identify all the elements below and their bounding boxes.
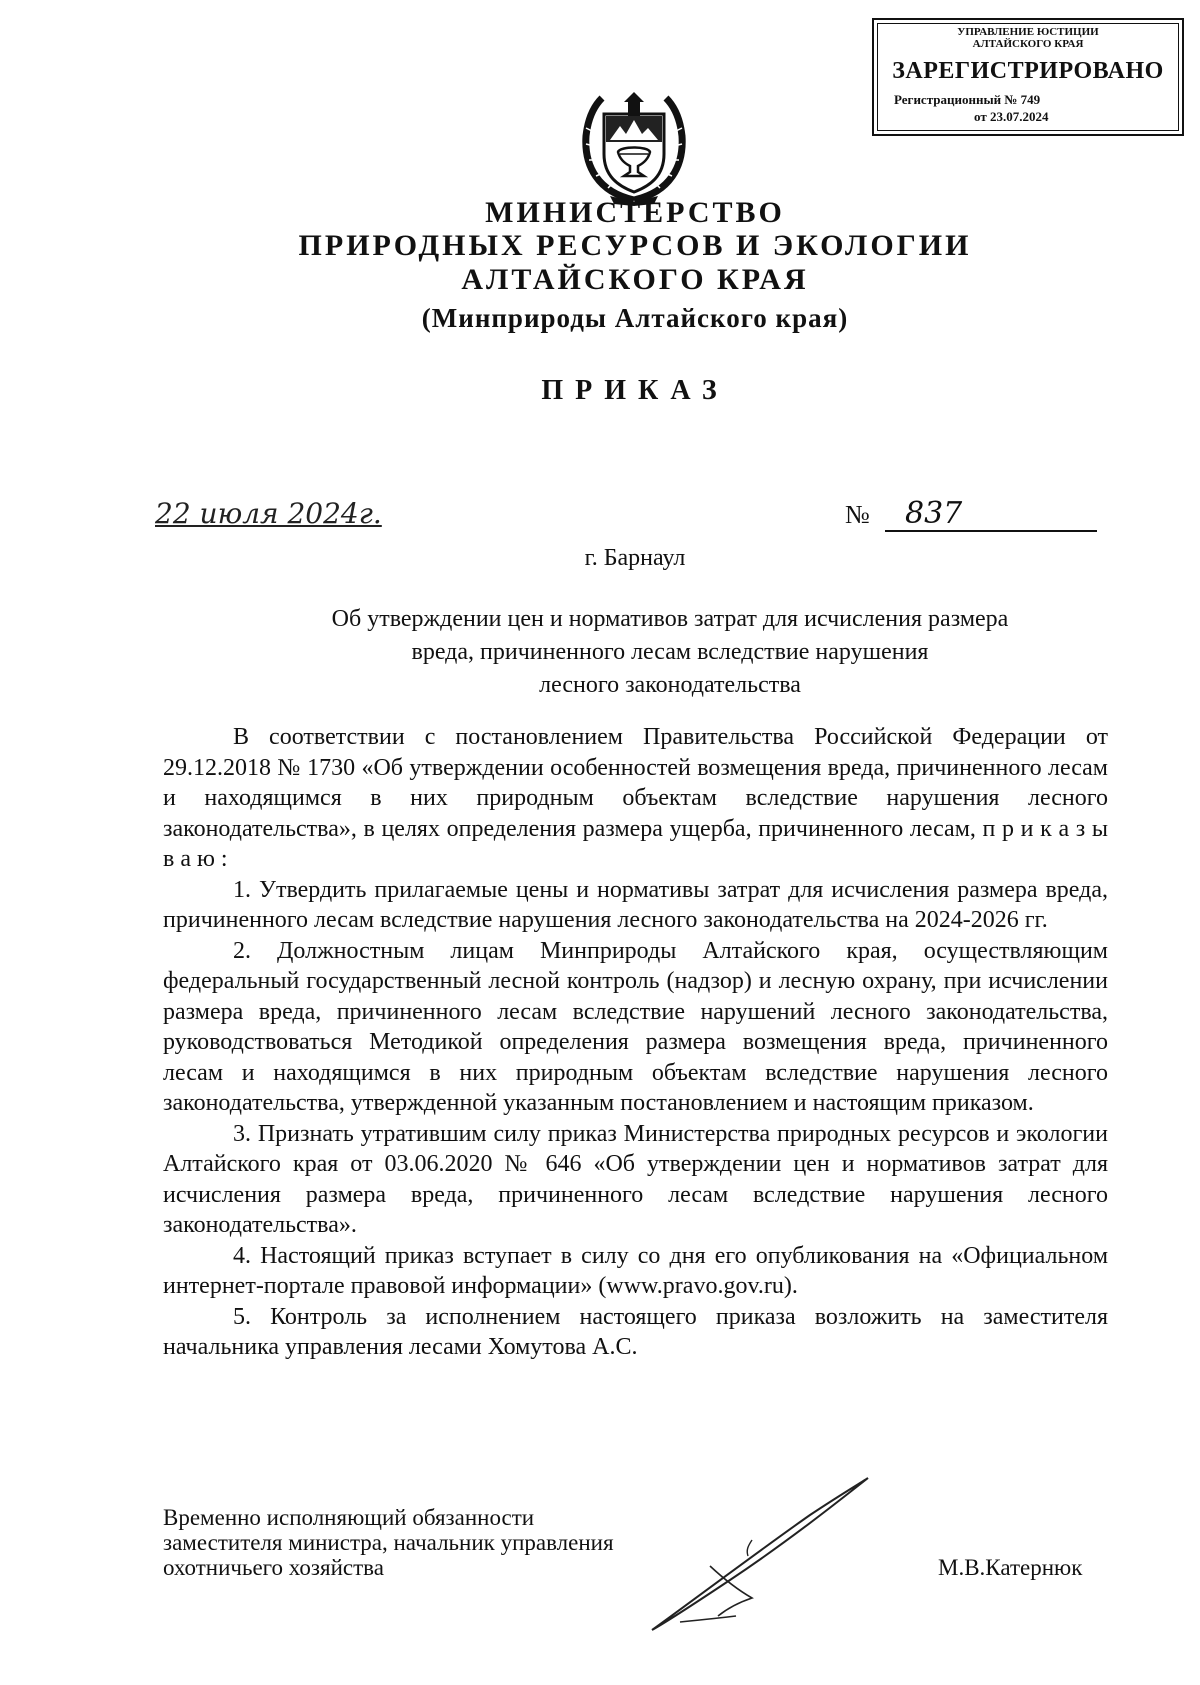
stamp-reg-date: от 23.07.2024 [974,109,1049,124]
ministry-name-line1: МИНИСТЕРСТВО [485,196,785,229]
clause-1: 1. Утвердить прилагаемые цены и нормативы затрат для исчисления размера вреда, причиненного лесам вследствие нарушения лесного законодательства на 2024-2026 гг. [163,876,1108,933]
stamp-org [874,26,1182,50]
subject-line1: Об утверждении цен и нормативов затрат для исчисления размера [331,606,1009,632]
signer-position-line2: заместителя министра, начальник управления [163,1530,614,1555]
signer-name: М.В.Катернюк [938,1555,1083,1580]
clause-2: 2. Должностным лицам Минприроды Алтайского края, осуществляющим федеральный государственный лесной контроль (надзор) и лесную охрану, при исчислении размера вреда, причиненного лесам вследствие нарушений лесного законодательства, руководствоваться Методикой определения размера возмещения вреда, причиненного лесам и находящимся в них природным объектам вследствие нарушения лесного законодательства, утвержденной указанным постановлением и настоящим приказом. [163,937,1108,1116]
handwritten-signature [640,1470,880,1640]
document-type-title: ПРИКАЗ [541,375,729,406]
order-number: 837 [885,496,1097,532]
ministry-name-line2: ПРИРОДНЫХ РЕСУРСОВ И ЭКОЛОГИИ [298,229,972,262]
clause-4: 4. Настоящий приказ вступает в силу со дня его опубликования на «Официальном интернет-портале правовой информации» (www.pravo.gov.ru). [163,1242,1108,1299]
stamp-org-line1: УПРАВЛЕНИЕ ЮСТИЦИИ [957,26,1099,38]
ministry-abbreviation: (Минприроды Алтайского края) [421,303,849,333]
stamp-org-line2: АЛТАЙСКОГО КРАЯ [972,38,1084,50]
preamble-paragraph: В соответствии с постановлением Правительства Российской Федерации от 29.12.2018 № 1730 «Об утверждении особенностей возмещения вреда, причиненного лесам и находящимся в них природным объектам вследствие нарушения лесного законодательства», в целях определения размера ущерба, причиненного лесам, п р и к а з ы в а ю : [163,724,1108,872]
clause-5: 5. Контроль за исполнением настоящего приказа возложить на заместителя начальника управления лесами Хомутова А.С. [163,1303,1108,1360]
stamp-status: ЗАРЕГИСТРИРОВАНО [892,58,1164,84]
order-body [163,722,1108,1363]
altai-krai-coat-of-arms-icon [580,88,688,206]
signer-position-line1: Временно исполняющий обязанности [163,1505,535,1530]
clause-3: 3. Признать утратившим силу приказ Министерства природных ресурсов и экологии Алтайского края от 03.06.2020 № 646 «Об утверждении цен и нормативов затрат для исчисления размера вреда, причиненного лесам вследствие нарушения лесного законодательства». [163,1120,1108,1238]
subject-line2: вреда, причиненного лесам вследствие нарушения [411,639,929,665]
subject-line3: лесного законодательства [539,672,801,698]
order-subject [300,603,1040,702]
signer-position [163,1505,614,1580]
signer-position-line3: охотничьего хозяйства [163,1555,384,1580]
stamp-reg-number: Регистрационный № 749 [894,92,1041,107]
city: г. Барнаул [584,545,686,571]
order-date: 22 июля 2024г. [155,497,382,530]
ministry-name-line3: АЛТАЙСКОГО КРАЯ [461,263,809,296]
order-number-label: № [845,500,870,529]
registration-stamp [872,18,1184,136]
